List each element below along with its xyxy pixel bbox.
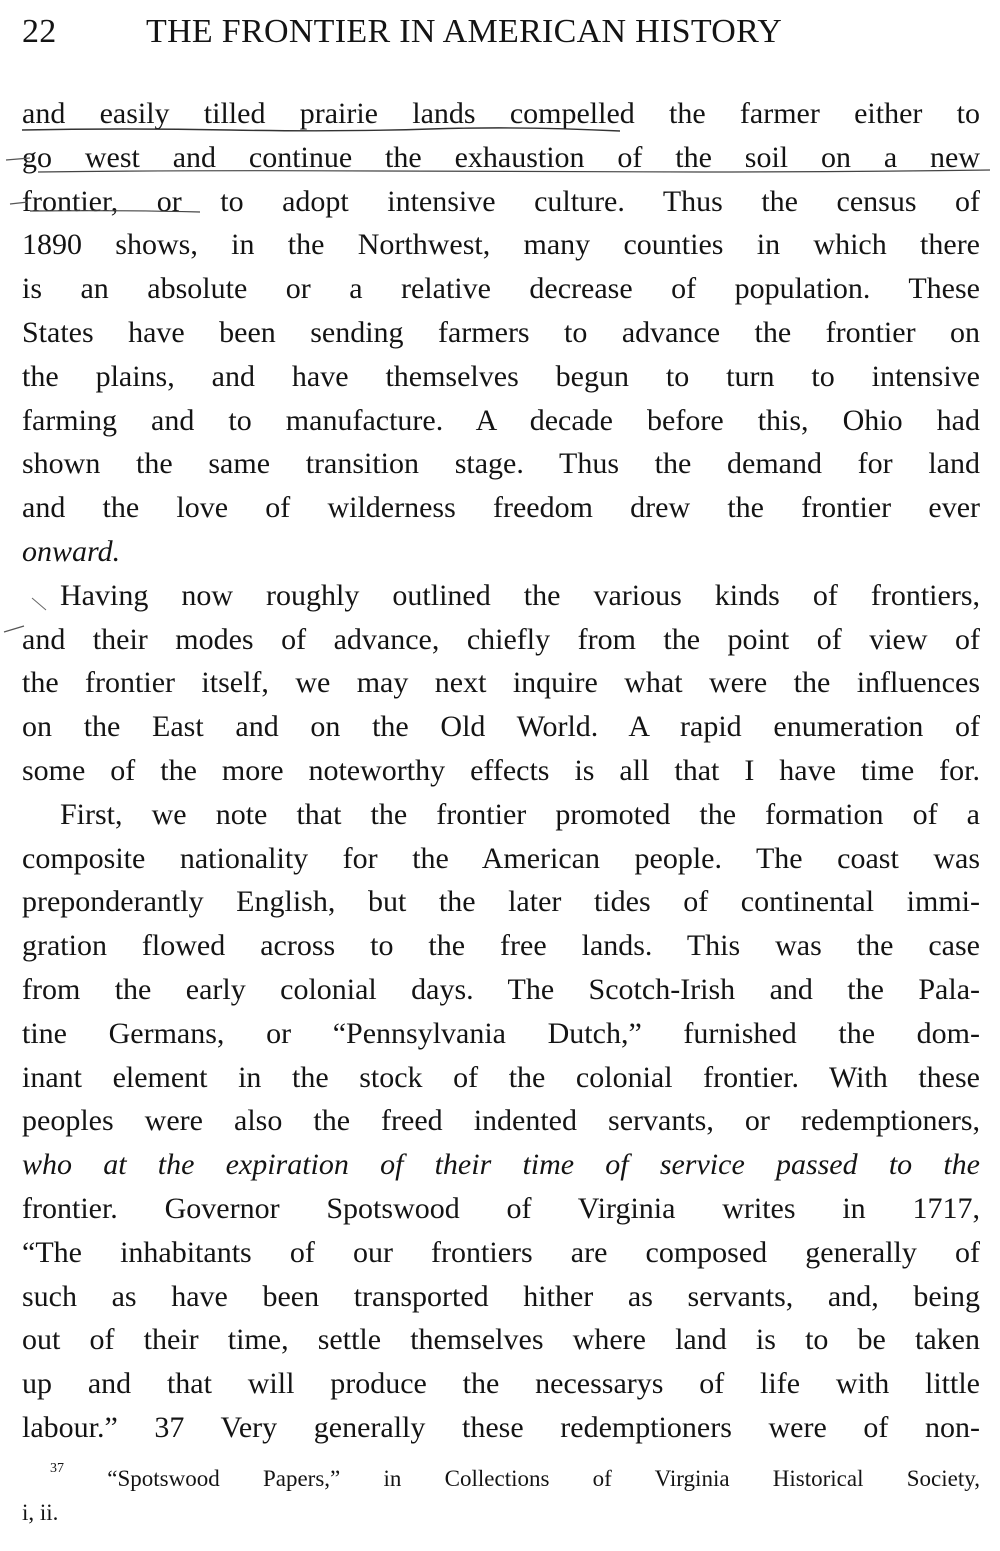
text-line: who at the expiration of their time of service passed to the [22,1148,980,1182]
text-line: labour.” 37 Very generally these redemptioners were of non- [22,1410,980,1444]
text-line: out of their time, settle themselves where land is to be taken [22,1323,980,1357]
text-line: States have been sending farmers to advance the frontier on [22,315,980,349]
text-line: up and that will produce the necessarys of life with little [22,1367,980,1401]
text-line: from the early colonial days. The Scotch-Irish and the Pala- [22,972,980,1006]
margin-mark [4,626,24,632]
text-line: on the East and on the Old World. A rapid enumeration of [22,710,980,744]
text-line: the frontier itself, we may next inquire what were the influences [22,666,980,700]
text-line-paragraph-start: First, we note that the frontier promoted the formation of a [60,797,980,831]
text-line: 1890 shows, in the Northwest, many counties in which there [22,228,980,262]
text-line: gration flowed across to the free lands. This was the case [22,929,980,963]
text-line: and easily tilled prairie lands compelled the farmer either to [22,97,980,130]
text-line-paragraph-end: onward. [22,534,121,568]
text-line: inant element in the stock of the colonial frontier. With these [22,1060,980,1094]
margin-mark [6,158,30,160]
page-number: 22 [22,13,57,50]
underline-mark [22,128,620,131]
text-line: shown the same transition stage. Thus the demand for land [22,447,980,481]
text-line: “The inhabitants of our frontiers are composed generally of [22,1235,980,1269]
footnote-marker: 37 [50,1461,64,1476]
margin-mark [32,598,46,610]
text-line: frontier, or to adopt intensive culture. Thus the census of [22,184,980,218]
text-line: and the love of wilderness freedom drew the frontier ever [22,491,980,525]
text-line: preponderantly English, but the later tides of continental immi- [22,885,980,919]
text-line: farming and to manufacture. A decade before this, Ohio had [22,403,980,437]
text-line: composite nationality for the American people. The coast was [22,841,980,875]
text-line: tine Germans, or “Pennsylvania Dutch,” furnished the dom- [22,1016,980,1050]
footnote-text: “Spotswood Papers,” in Collections of Virginia Historical Society, [107,1466,980,1491]
text-line: is an absolute or a relative decrease of population. These [22,272,980,306]
text-line: and their modes of advance, chiefly from the point of view of [22,622,980,656]
running-title: THE FRONTIER IN AMERICAN HISTORY [146,13,783,50]
footnote-line: i, ii. [22,1500,59,1525]
text-line-paragraph-start: Having now roughly outlined the various kinds of frontiers, [60,578,980,612]
margin-mark [10,202,28,204]
text-line: frontier. Governor Spotswood of Virginia writes in 1717, [22,1191,980,1225]
text-line-paragraph-end: some of the more noteworthy effects is all that I have time for. [22,753,980,787]
text-line: the plains, and have themselves begun to turn to intensive [22,359,980,393]
text-line: go west and continue the exhaustion of the soil on a new [22,140,980,174]
text-line: such as have been transported hither as servants, and, being [22,1279,980,1313]
underline-mark [30,211,200,212]
text-line: peoples were also the freed indented servants, or redemptioners, [22,1104,980,1138]
underline-mark [38,170,990,172]
